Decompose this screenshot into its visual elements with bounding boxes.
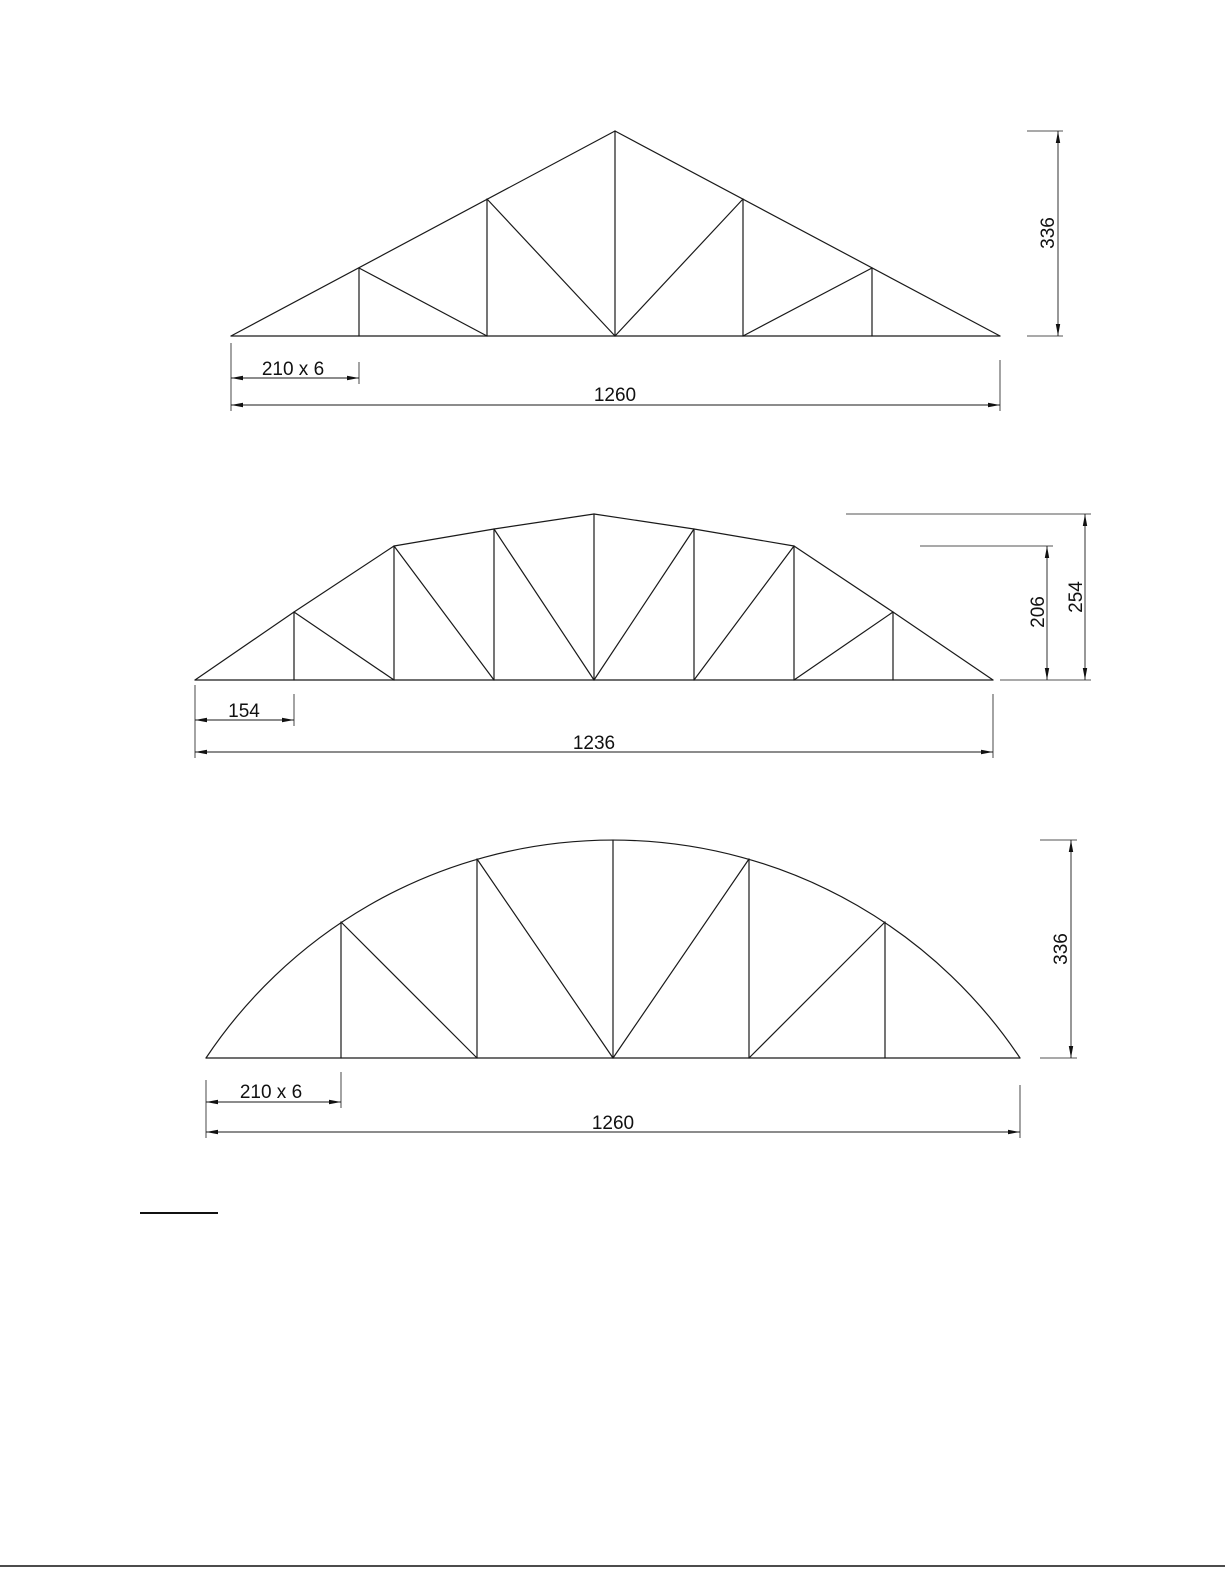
span-dimension-label: 1236 [572,733,616,754]
diagonal-member [487,199,615,336]
polygonal-truss [195,514,993,680]
diagonal-member [394,546,494,680]
arched-truss [206,840,1020,1058]
diagonal-member [794,612,893,680]
triangular-truss [231,131,1000,336]
arched-truss-dimensions [206,840,1077,1138]
diagonal-member [749,922,885,1058]
span-dimension-label: 1260 [591,1113,635,1134]
diagonal-member [594,529,694,680]
ridge-height-dimension-label: 254 [1066,581,1087,613]
diagonal-member [615,199,743,336]
panel-dimension-label: 210 x 6 [239,1082,303,1103]
shoulder-height-dimension-label: 206 [1028,596,1049,628]
diagonal-member [743,268,872,336]
height-dimension-label: 336 [1038,217,1059,249]
top-chord-right [615,131,1000,336]
diagonal-member [477,859,613,1058]
diagonal-member [294,612,394,680]
height-dimension-label: 336 [1051,933,1072,965]
diagonal-member [359,268,487,336]
end-panel-dimension-label: 154 [228,701,260,722]
diagonal-member [494,529,594,680]
triangular-truss-dimensions [231,131,1063,411]
diagonal-member [613,859,749,1058]
diagonal-member [341,922,477,1058]
top-chord-left [231,131,615,336]
span-dimension-label: 1260 [593,385,637,406]
diagonal-member [694,546,794,680]
panel-dimension-label: 210 x 6 [261,359,325,380]
